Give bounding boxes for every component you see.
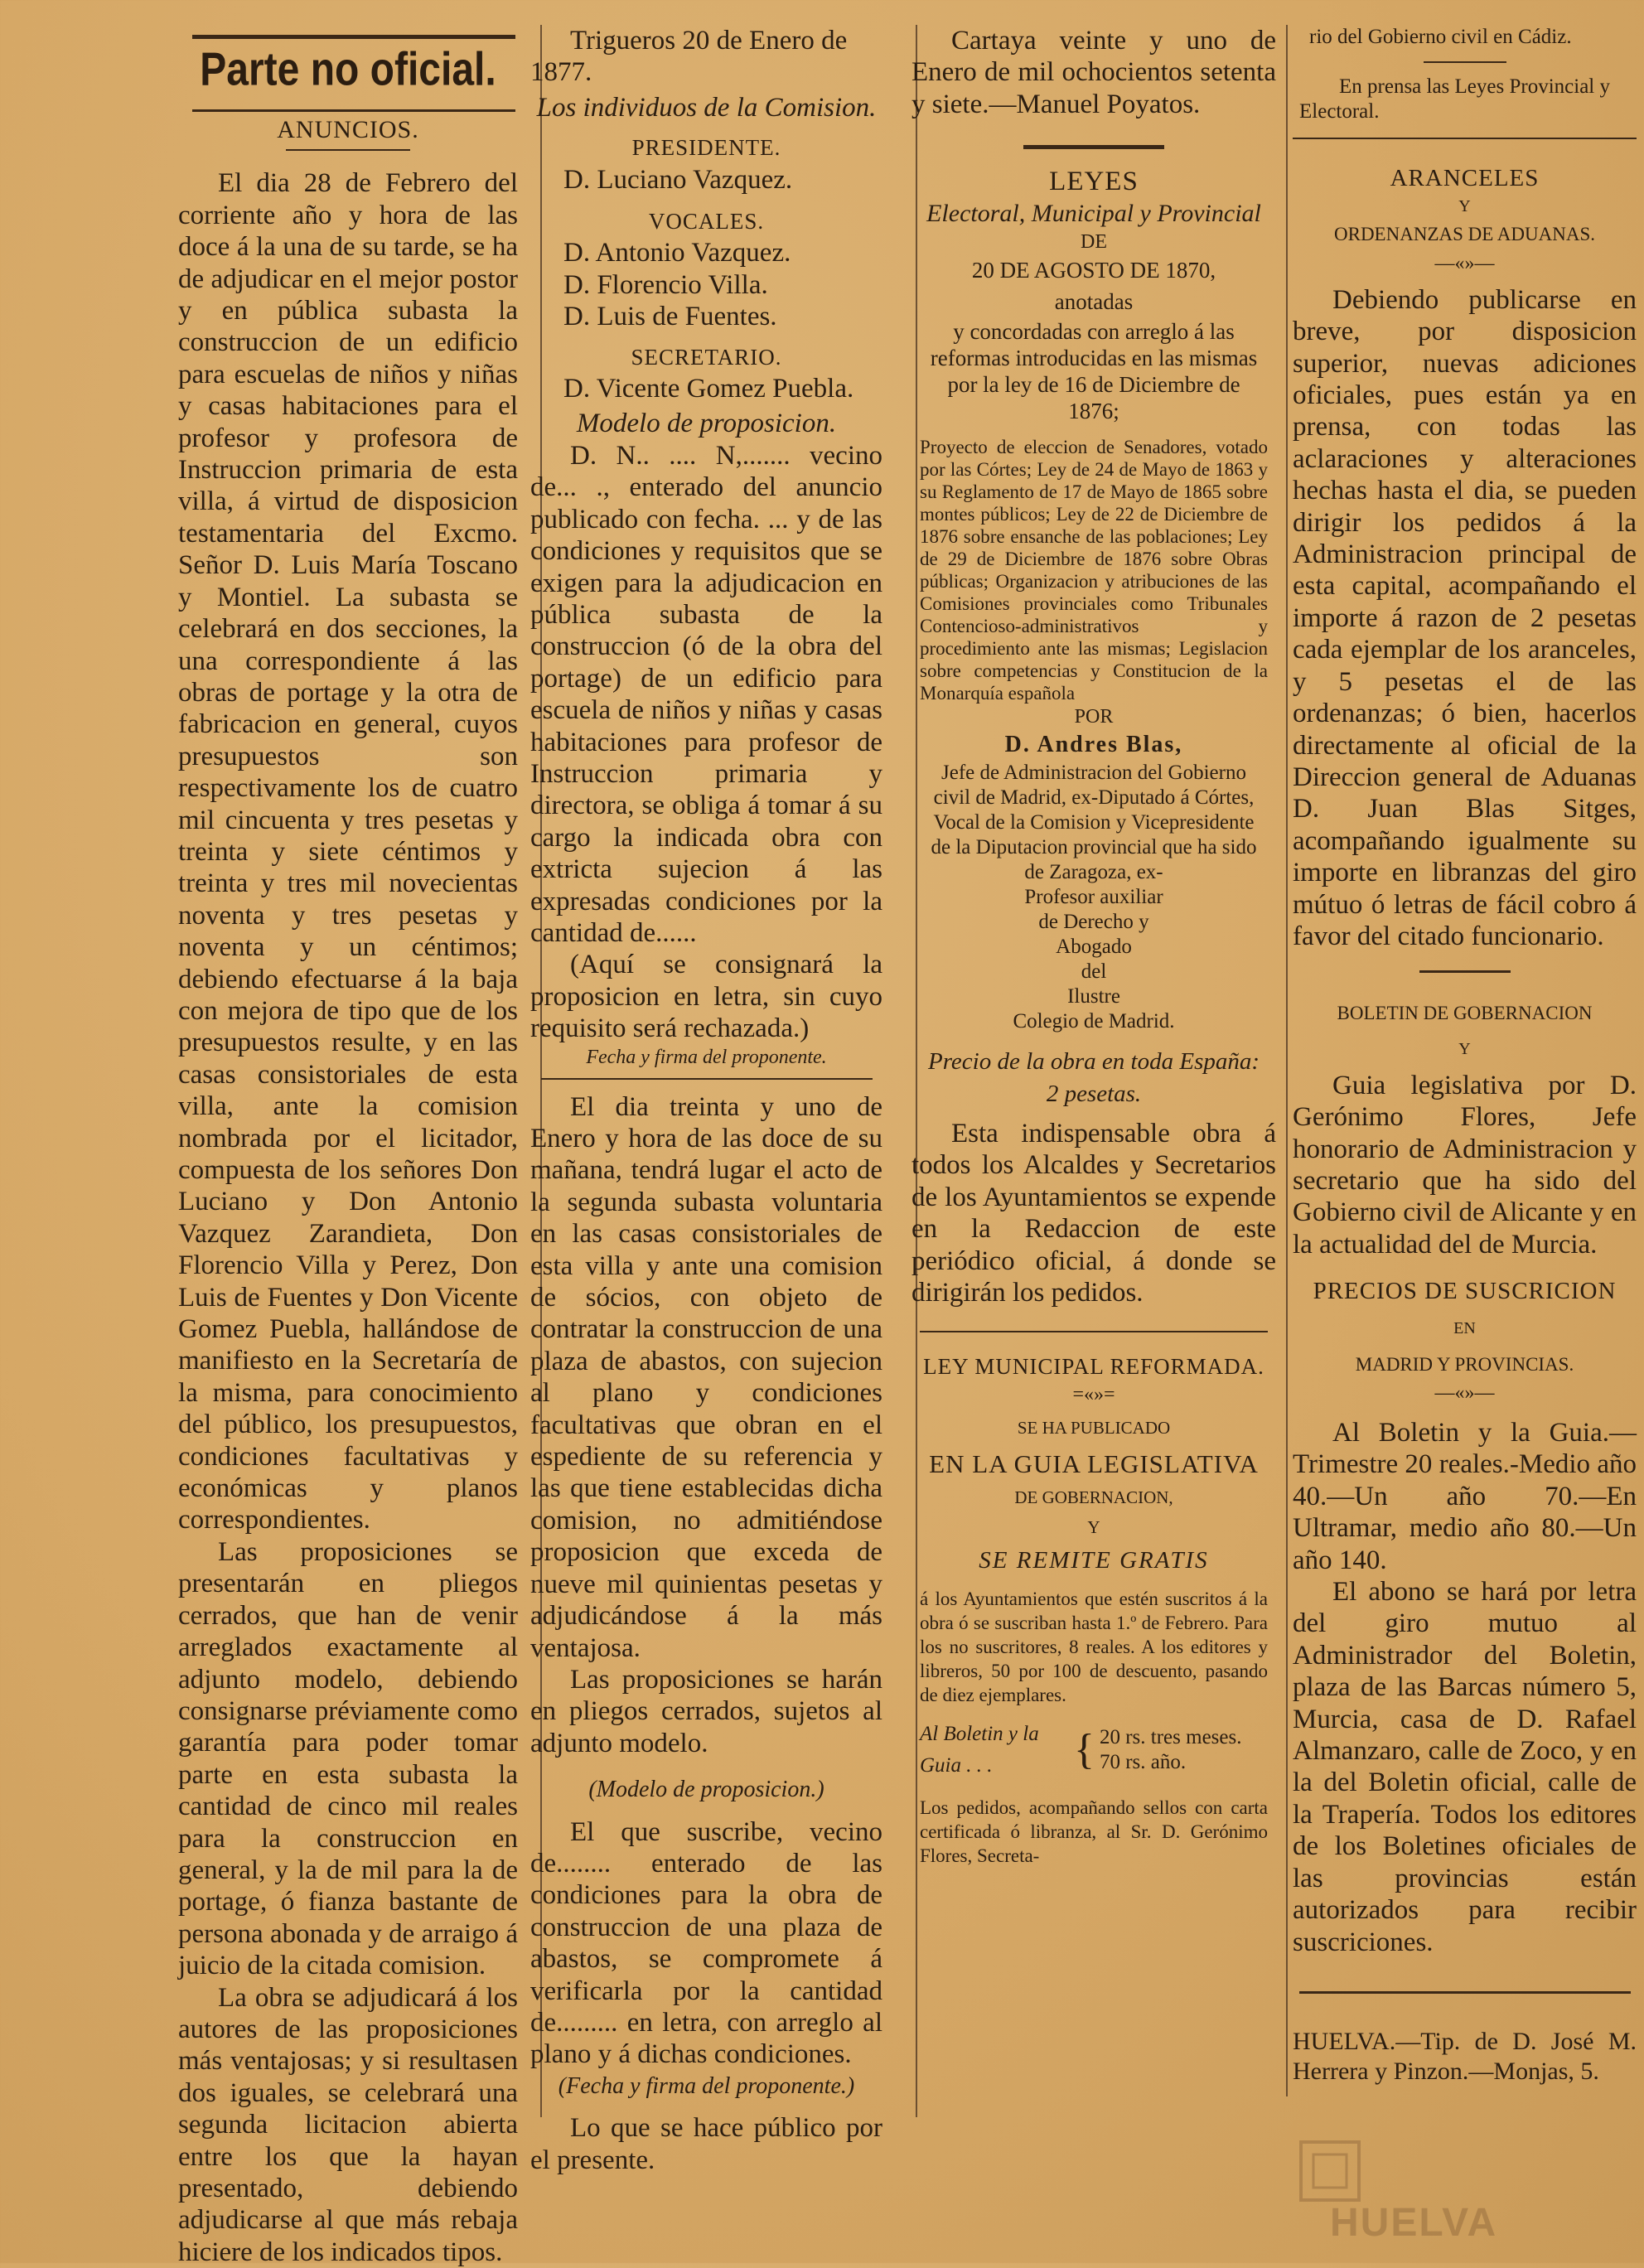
date-line: Trigueros 20 de Enero de 1877. — [530, 26, 848, 88]
anuncio-paragraph-3: La obra se adjudicará á los autores de las proposiciones más ventajosas; y si resultasen dos iguales, se celebrará una segunda licitacion abierta entre los que la hayan presentado, debiendo adjudicarse al que más rebaja hiciere de los indicados tipos. — [178, 1982, 518, 2267]
model-title: Modelo de proposicion. — [576, 409, 837, 439]
separator-rule — [1293, 138, 1637, 139]
en-line: EN — [1453, 1318, 1476, 1337]
ornament: =«»= — [1072, 1383, 1115, 1405]
separator-rule — [541, 1078, 873, 1080]
model-text: D. N.. .... N,....... vecino de... ., enterado del anuncio publicado con fecha. ... y de las condiciones y requisitos que se exigen para la adjudicacion en pública subasta de la construccion (ó de la obra del portage) de un edificio para escuela de niños y niñas y casas habitaciones para profesor de Instruccion primaria y directora, se obliga á tomar á su cargo la indicada obra con extricta sujecion á las expresadas condiciones por la cantidad de...... — [530, 440, 882, 948]
price-value: 2 pesetas. — [1046, 1080, 1142, 1107]
prensa-text: En prensa las Leyes Provincial y Electoral. — [1299, 75, 1610, 123]
leyes-heading: LEYES — [1049, 167, 1139, 197]
subscription-prices: Al Boletin y la Guia.—Trimestre 20 reales.-Medio año 40.—Un año 70.—En Ultramar, medio año 80.—Un año 140. — [1293, 1418, 1637, 1575]
vocales-label: VOCALES. — [648, 209, 765, 235]
law-date: 20 DE AGOSTO DE 1870, — [971, 258, 1216, 283]
price-label: Precio de la obra en toda España: — [927, 1048, 1260, 1076]
ley-municipal-heading: LEY MUNICIPAL REFORMADA. — [923, 1353, 1264, 1379]
archive-stamp — [1297, 2134, 1620, 2250]
separator-rule — [1419, 970, 1511, 973]
author-credential: Ilustre — [1067, 985, 1120, 1008]
committee-line: Los individuos de la Comision. — [536, 92, 877, 123]
vocal-name: D. Florencio Villa. — [563, 269, 768, 300]
leyes-subtitle: Electoral, Municipal y Provincial — [926, 199, 1261, 227]
madrid-heading: MADRID Y PROVINCIAS. — [1355, 1353, 1574, 1375]
stamp-text: HUELVA — [1330, 2201, 1498, 2245]
president-label: PRESIDENTE. — [631, 135, 781, 161]
precios-heading: PRECIOS DE SUSCRICION — [1313, 1278, 1617, 1305]
heading-underline — [286, 149, 410, 151]
proyecto-text: Proyecto de eleccion de Senadores, votado por las Córtes; Ley de 24 de Mayo de 1863 y su Reglamento de 17 de Mayo de 1865 sobre montes públicos; Ley de 22 de Diciembre de 1876 sobre ensanche de las poblaciones; Ley de 29 de Diciembre de 1876 sobre Obras públicas; Organizacion y atribuciones de las Comisiones provinciales como Tribunales Contencioso-administrativos y procedimiento ante las mismas; Legislacion sobre competencias y Constitucion de la Monarquía española — [920, 436, 1268, 704]
ayuntamientos-text: á los Ayuntamientos que estén suscritos á la obra ó se suscriban hasta 1.º de Febrero. Para los no suscritores, 8 reales. A los editores y libreros, 50 por 100 de descuento, pasando de diez ejemplares. — [920, 1588, 1268, 1705]
secretary-name: D. Vicente Gomez Puebla. — [563, 374, 854, 404]
model-note: (Aquí se consignará la proposicion en letra, sin cuyo requisito será rechazada.) — [530, 950, 882, 1044]
vocal-name: D. Antonio Vazquez. — [563, 238, 791, 268]
author-credential: Abogado — [1056, 936, 1132, 959]
vocal-name: D. Luis de Fuentes. — [563, 302, 777, 332]
author-credential: del — [1081, 960, 1107, 984]
ordenanzas-heading: ORDENANZAS DE ADUANAS. — [1334, 224, 1595, 245]
anuncio-paragraph-1: El dia 28 de Febrero del corriente año y hora de las doce á la una de su tarde, se ha de adjudicar en el mejor postor y en pública subasta la construccion de un edificio para escuelas de niños y niñas y casas habitaciones para el profesor y profesora de Instruccion primaria de esta villa, á virtud de disposicion testamentaria del Excmo. Señor D. Luis María Toscano y Montiel. La subasta se celebrará en dos secciones, la una correspondiente á las obras de portage y la otra de fabricacion en general, cuyos presupuestos son respectivamente los de cuatro mil cincuenta y tres pesetas y treinta y siete céntimos y treinta y tres mil novecientas noventa y tres pesetas y noventa y un céntimos; debiendo efectuarse á la baja con mejora de tipo que de los presupuestos resulte, y en las casas consistoriales de esta villa, ante la comision nombrada por el licitador, compuesta de los señores Don Luciano y Don Antonio Vazquez Zarandieta, Don Florencio Villa y Perez, Don Luis de Fuentes y Don Vicente Gomez Puebla, hallándose de manifiesto en la Secretaría de la misma, para conocimiento del público, los presupuestos, condiciones facultativas y económicas y planos correspondientes. — [178, 168, 518, 1535]
column-1 — [178, 41, 518, 2268]
separator-rule — [1299, 1991, 1631, 1994]
de-line: DE — [1081, 231, 1107, 254]
indispensable-text: Esta indispensable obra á todos los Alcaldes y Secretarios de los Ayuntamientos se expende en la Redaccion de este periódico oficial, á donde se dirigirán los pedidos. — [911, 1119, 1276, 1308]
concord-text: y concordadas con arreglo á las reformas introducidas en las mismas por la ley de 16 de Diciembre de 1876; — [930, 318, 1258, 423]
brace-glyph: { — [1074, 1726, 1095, 1774]
anuncios-heading: ANUNCIOS. — [277, 116, 419, 143]
author-credential: de Derecho y — [1038, 911, 1149, 934]
por-line: POR — [1074, 705, 1114, 728]
model2-title: (Modelo de proposicion.) — [588, 1777, 824, 1803]
model2-text: El que suscribe, vecino de........ enterado de las condiciones para la obra de construccion de una plaza de abastos, se compromete á verificarla por la cantidad de......... en letra, con arreglo al plano y á dichas condiciones. — [530, 1816, 882, 2070]
anuncio-paragraph-2: Las proposiciones se presentarán en pliegos cerrados, que han de venir arreglados exactamente al adjunto modelo, debiendo consignarse préviamente como garantía para poder tomar parte en esta subasta la cantidad de cinco mil reales para la construccion en general, y la de mil para la de portage, ó fianza bastante de persona abonada y de arraigo á juicio de la citada comision. — [178, 1536, 518, 1981]
closing-line: Lo que se hace público por el presente. — [530, 2113, 882, 2175]
author-credential: Colegio de Madrid. — [1013, 1010, 1175, 1033]
ornament: —«»— — [1434, 1382, 1495, 1404]
imprint: HUELVA.—Tip. de D. José M. Herrera y Pinzon.—Monjas, 5. — [1293, 2027, 1637, 2085]
abono-text: El abono se hará por letra del giro mutuo al Administrador del Boletin, plaza de las Barcas número 5, Murcia, casa de D. Rafael Almanzaro, calle de Zoco, y en la del Boletin oficial, calle de la Trapería. Todos los editores de los Boletines oficiales de las provincias están autorizados para recibir suscriciones. — [1293, 1577, 1637, 1957]
y-line: Y — [1458, 197, 1471, 216]
y-line: Y — [1458, 1039, 1471, 1058]
author-description: Jefe de Administracion del Gobierno civil de Madrid, ex-Diputado á Córtes, Vocal de la Comision y Vicepresidente de la Diputacion provincial que ha sido de Zaragoza, ex- — [931, 762, 1257, 884]
price-table-label: Al Boletin y la Guia . . . — [920, 1722, 1039, 1777]
separator-rule — [1424, 61, 1506, 63]
se-ha-publicado: SE HA PUBLICADO — [1017, 1417, 1171, 1438]
price-year: 70 rs. año. — [1099, 1751, 1187, 1774]
price-three-months: 20 rs. tres meses. — [1099, 1726, 1242, 1749]
guia-heading: EN LA GUIA LEGISLATIVA — [929, 1448, 1259, 1478]
guia-text: Guia legislativa por D. Gerónimo Flores, Jefe honorario de Administracion y secretario que ha sido del Gobierno civil de Alicante y en la actualidad del de Murcia. — [1293, 1070, 1637, 1260]
column-rule — [1286, 25, 1288, 2096]
section-title: Parte no oficial. — [200, 44, 496, 96]
column-2 — [530, 25, 882, 2176]
pliegos-paragraph: Las proposiciones se harán en pliegos cerrados, sujetos al adjunto modelo. — [530, 1664, 882, 1758]
column-4 — [1293, 25, 1637, 2087]
continued-text: rio del Gobierno civil en Cádiz. — [1309, 26, 1572, 48]
anotadas-line: anotadas — [1054, 289, 1134, 315]
author-credential: Profesor auxiliar — [1024, 886, 1163, 909]
y-line: Y — [1087, 1517, 1100, 1538]
model2-signature: (Fecha y firma del proponente.) — [558, 2072, 855, 2099]
debiendo-text: Debiendo publicarse en breve, por disposicion superior, nuevas adiciones oficiales, pues están ya en prensa, con todas las aclaraciones y alteraciones hechas hasta el dia, se pueden dirigir los pedidos á la Administracion principal de esta capital, acompañando el importe á razon de 2 pesetas cada ejemplar de los aranceles, y 5 pesetas el de las ordenanzas; ó bien, hacerlos directamente al oficial de la Direccion general de Aduanas D. Juan Blas Sitges, acompañando igualmente su importe en libranzas del giro mútuo ó letras de fácil cobro á favor del citado funcionario. — [1293, 284, 1637, 951]
second-auction-paragraph: El dia treinta y uno de Enero y hora de las doce de su mañana, tendrá lugar el acto de la segunda subasta voluntaria en las casas consistoriales de esta villa y ante una comision de sócios, con objeto de contratar la construccion de una plaza de abastos, con sujecion al plano y condiciones facultativas que obran en el espediente de su referencia y las que tiene establecidas dicha comision, no admitiéndose proposicion que exceda de nueve mil quinientas pesetas y adjudicándose á la más ventajosa. — [530, 1091, 882, 1663]
remite-gratis: SE REMITE GRATIS — [979, 1547, 1209, 1574]
secretary-label: SECRETARIO. — [631, 344, 782, 370]
president-name: D. Luciano Vazquez. — [563, 164, 793, 195]
continued-text: Cartaya veinte y uno de Enero de mil ochocientos setenta y siete.—Manuel Poyatos. — [911, 26, 1276, 119]
signature-line: Fecha y firma del proponente. — [586, 1046, 827, 1068]
author-name: D. Andres Blas, — [1004, 731, 1183, 757]
gobernacion-line: DE GOBERNACION, — [1014, 1487, 1173, 1508]
boletin-heading: BOLETIN DE GOBERNACION — [1337, 1003, 1593, 1024]
pedidos-text: Los pedidos, acompañando sellos con carta certificada ó libranza, al Sr. D. Gerónimo Flores, Secreta- — [920, 1797, 1268, 1866]
aranceles-heading: ARANCELES — [1390, 165, 1540, 191]
separator-rule — [920, 1331, 1268, 1332]
price-table — [911, 1719, 1276, 1782]
ornament: —«»— — [1434, 252, 1495, 274]
column-3 — [911, 25, 1276, 1868]
separator-rule — [1023, 145, 1164, 149]
